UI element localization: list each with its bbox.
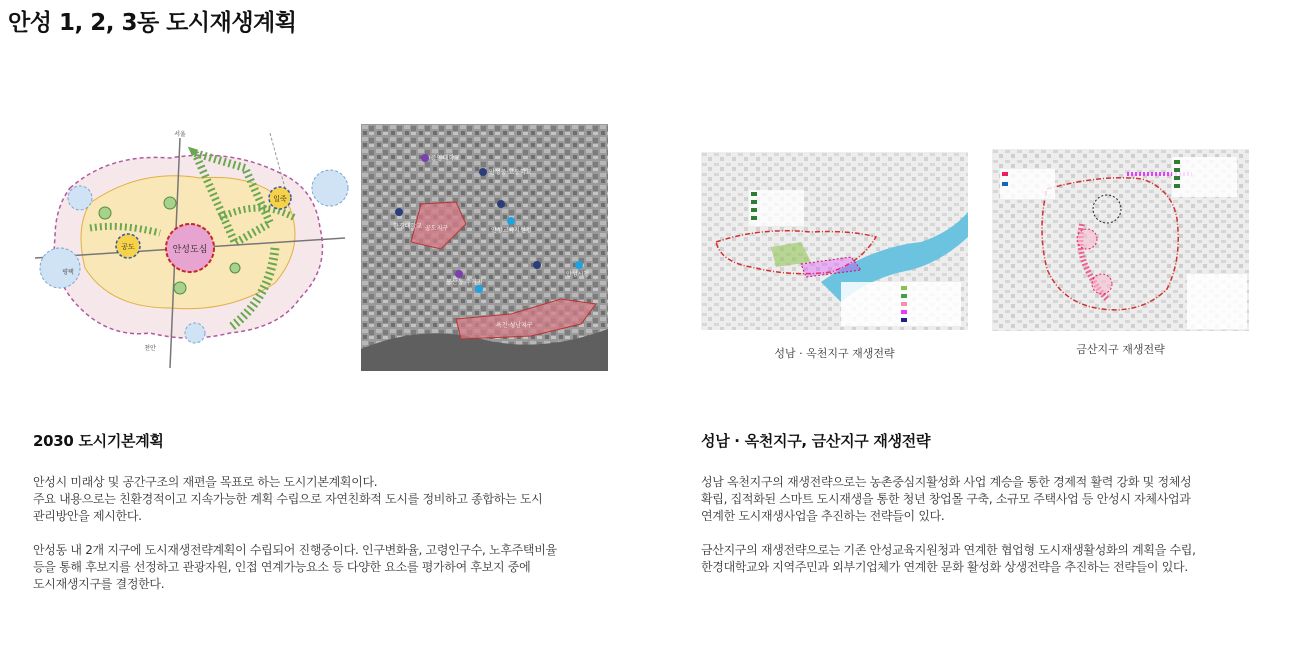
left-para1-line1: 안성시 미래상 및 공간구조의 재편을 목표로 하는 도시기본계획이다. [33, 475, 378, 489]
node-ne-circle [312, 170, 348, 206]
geumsan-tag-4 [1174, 184, 1180, 188]
poi-1 [421, 154, 429, 162]
geumsan-tag-left-1 [1002, 172, 1008, 176]
left-para1-line3: 관리방안을 제시한다. [33, 509, 142, 523]
label-south: 천안 [144, 345, 156, 352]
green-node-3 [174, 282, 186, 294]
green-node-2 [164, 197, 176, 209]
right-para1-line2: 확립, 집적화된 스마트 도시재생을 통한 청년 창업몰 구축, 소규모 주택사업 등 안성시 자체사업과 [701, 492, 1191, 506]
right-section-title: 성남 · 옥천지구, 금산지구 재생전략 [701, 432, 931, 450]
geumsan-tag-2 [1174, 168, 1180, 172]
aerial-label-1: 중앙대학교 [431, 155, 460, 162]
page-title: 안성 1, 2, 3동 도시재생계획 [8, 10, 297, 36]
right-para2-line1: 금산지구의 재생전략으로는 기존 안성교육지원청과 연계한 협업형 도시재생활성화의 계획을 수립, [701, 543, 1196, 557]
poi-8 [455, 270, 463, 278]
right-para1-line1: 성남 옥천지구의 재생전략으로는 농촌중심지활성화 사업 계승을 통한 경제적 활력 강화 및 정체성 [701, 475, 1192, 489]
seongnam-map [701, 152, 968, 330]
node-right-label: 일죽 [273, 195, 287, 203]
aerial-label-8: 옥천·성남지구 [496, 322, 533, 329]
aerial-label-6: 안성시청 [566, 271, 590, 278]
legend-swatch-2 [901, 294, 907, 298]
geumsan-tag-box [1172, 157, 1237, 197]
green-node-4 [230, 263, 240, 273]
geumsan-map [992, 149, 1249, 331]
geumsan-tag-left-2 [1002, 182, 1008, 186]
basic-plan-map [30, 128, 350, 373]
poi-2 [479, 168, 487, 176]
right-section-text [701, 474, 1281, 576]
poi-9 [475, 285, 483, 293]
legend-swatch-4 [901, 310, 907, 314]
geumsan-node-2 [1092, 274, 1112, 294]
green-node-1 [99, 207, 111, 219]
geumsan-map-svg [992, 149, 1249, 331]
aerial-label-4: 공도지구 [425, 225, 449, 232]
basic-plan-map-svg [30, 128, 350, 373]
poi-4 [395, 208, 403, 216]
node-left-label: 공도 [121, 243, 135, 251]
right-para2-line2: 한경대학교와 지역주민과 외부기업체가 연계한 문화 활성화 상생전략을 추진하는 전략들이 있다. [701, 560, 1188, 574]
aerial-label-2: 안성중·고등학교 [489, 169, 532, 176]
label-west: 평택 [62, 269, 74, 276]
seongnam-tag-2 [751, 200, 757, 204]
poi-3 [497, 200, 505, 208]
aerial-map [361, 124, 608, 371]
label-north: 서울 [174, 131, 186, 138]
geumsan-tag-1 [1174, 160, 1180, 164]
geumsan-tag-3 [1174, 176, 1180, 180]
left-para2-line3: 도시재생지구를 결정한다. [33, 577, 165, 591]
geumsan-node-1 [1077, 229, 1097, 249]
right-para1-line3: 연계한 도시재생사업을 추진하는 전략들이 있다. [701, 509, 945, 523]
left-section-text [33, 474, 633, 593]
seongnam-tag-1 [751, 192, 757, 196]
node-west-circle [40, 248, 80, 288]
geumsan-legend-box [1187, 274, 1247, 329]
geumsan-map-caption: 금산지구 재생전략 [1076, 343, 1165, 356]
aerial-label-5: 안성교육지원청 [491, 227, 532, 234]
legend-swatch-5 [901, 318, 907, 322]
poi-6 [533, 261, 541, 269]
seongnam-map-svg [701, 152, 968, 330]
node-s-circle [185, 323, 205, 343]
seongnam-tag-4 [751, 216, 757, 220]
poi-5 [507, 217, 515, 225]
left-para1-line2: 주요 내용으로는 친환경적이고 지속가능한 계획 수립으로 자연친화적 도시를 정비하고 종합하는 도시 [33, 492, 543, 506]
left-para2-line2: 등을 통해 후보지를 선정하고 관광자원, 인접 연계가능요소 등 다양한 요소를 평가하여 후보지 중에 [33, 560, 531, 574]
center-node-label: 안성도심 [172, 245, 208, 255]
left-para2-line1: 안성동 내 2개 지구에 도시재생전략계획이 수립되어 진행중이다. 인구변화율, 고령인구수, 노후주택비율 [33, 543, 557, 557]
aerial-label-7: 봉산동 주거지 [446, 279, 483, 286]
seongnam-legend-box-top [749, 190, 804, 226]
seongnam-map-caption: 성남 · 옥천지구 재생전략 [774, 347, 895, 360]
geumsan-tag-box-left [1000, 169, 1055, 199]
node-nw-circle [68, 186, 92, 210]
legend-swatch-3 [901, 302, 907, 306]
aerial-map-svg [361, 124, 608, 371]
left-section-title: 2030 도시기본계획 [33, 432, 164, 450]
aerial-label-3: 한경대학교 [393, 223, 422, 230]
seongnam-tag-3 [751, 208, 757, 212]
legend-swatch-1 [901, 286, 907, 290]
poi-7 [575, 261, 583, 269]
